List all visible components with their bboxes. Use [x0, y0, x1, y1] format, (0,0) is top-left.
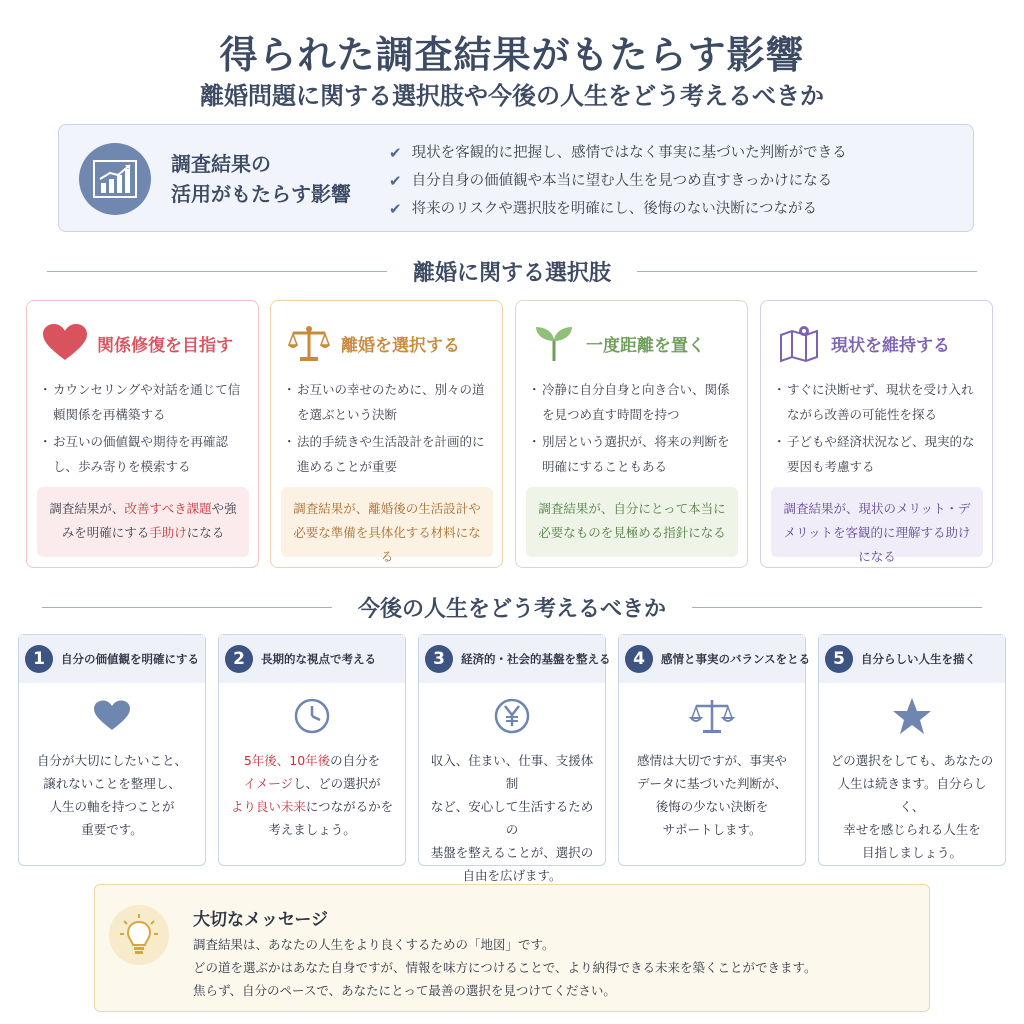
sprout-icon: [532, 323, 576, 363]
option-title: 一度距離を置く: [586, 335, 705, 356]
summary-points: [389, 139, 847, 223]
option-title: 関係修復を目指す: [97, 335, 233, 356]
options-section-heading: 離婚に関する選択肢: [0, 256, 1024, 287]
step-body: 収入、住まい、仕事、支援体制 など、安心して生活するための 基盤を整えることが、選択の 自由を広げます。: [430, 753, 594, 883]
map-icon: [777, 323, 821, 363]
check-icon: ✔: [389, 144, 402, 162]
lightbulb-icon: [109, 905, 169, 965]
step-card-3: [418, 634, 611, 883]
step-number: 1: [25, 645, 53, 673]
scales-icon: [287, 323, 331, 363]
divider: [692, 607, 982, 608]
growth-chart-icon: [79, 143, 151, 215]
option-card-distance: [515, 300, 748, 568]
message-body: 調査結果は、あなたの人生をより良くするための「地図」です。 どの道を選ぶかはあなた自身ですが、情報を味方につけることで、より納得できる未来を築くことができます。 焦らず、自分のペースで、あなたにとって最善の選択を見つけてください。: [193, 937, 817, 998]
option-note: 調査結果が、離婚後の生活設計や必要な準備を具体化する材料になる: [281, 487, 493, 557]
option-note: 調査結果が、自分にとって本当に必要なものを見極める指針になる: [526, 487, 738, 557]
step-number: 2: [225, 645, 253, 673]
option-bullet: ・ お互いの幸せのために、別々の道を選ぶという決断: [283, 377, 495, 427]
step-body: 感情は大切ですが、事実や データに基づいた判断が、 後悔の少ない決断を サポートします。: [636, 753, 787, 837]
step-number: 4: [625, 645, 653, 673]
future-section-heading: 今後の人生をどう考えるべきか: [0, 592, 1024, 623]
option-card-maintain: [760, 300, 993, 568]
option-card-repair: [26, 300, 259, 568]
option-bullet: ・ 法的手続きや生活設計を計画的に進めることが重要: [283, 429, 495, 479]
step-card-1: [18, 634, 206, 866]
step-body: どの選択をしても、あなたの 人生は続きます。自分らしく、 幸せを感じられる人生を 目指しましょう。: [830, 753, 994, 860]
option-bullet: ・ すぐに決断せず、現状を受け入れながら改善の可能性を探る: [773, 377, 985, 427]
step-card-4: [618, 634, 811, 866]
important-message-box: [94, 884, 930, 1012]
option-note: 調査結果が、現状のメリット・デメリットを客観的に理解する助けになる: [771, 487, 983, 557]
summary-heading: 調査結果の 活用がもたらす影響: [171, 152, 351, 206]
page-title: 得られた調査結果がもたらす影響: [219, 32, 805, 77]
step-card-2: [218, 634, 406, 866]
heart-icon: [43, 323, 87, 363]
check-icon: ✔: [389, 200, 402, 218]
option-card-divorce: [270, 300, 503, 568]
option-title: 離婚を選択する: [341, 335, 460, 356]
step-number: 3: [425, 645, 453, 673]
step-card-5: [818, 634, 1006, 866]
step-title: 感情と事実のバランスをとる: [661, 652, 811, 666]
option-bullet: ・ 冷静に自分自身と向き合い、関係を見つめ直す時間を持つ: [528, 377, 740, 427]
divider: [47, 271, 387, 272]
step-title: 長期的な視点で考える: [261, 652, 376, 666]
summary-point: ✔ 将来のリスクや選択肢を明確にし、後悔のない決断につながる: [389, 195, 847, 223]
option-title: 現状を維持する: [831, 335, 950, 356]
page-subtitle: 離婚問題に関する選択肢や今後の人生をどう考えるべきか: [200, 81, 824, 110]
divider: [42, 607, 332, 608]
option-bullet: ・ 子どもや経済状況など、現実的な要因も考慮する: [773, 429, 985, 479]
check-icon: ✔: [389, 172, 402, 190]
star-icon: [819, 687, 1005, 745]
step-title: 自分の価値観を明確にする: [61, 652, 199, 666]
clock-icon: [219, 687, 405, 745]
yen-icon: [419, 687, 605, 745]
option-bullet: ・ 別居という選択が、将来の判断を明確にすることもある: [528, 429, 740, 479]
option-bullet: ・ カウンセリングや対話を通じて信頼関係を再構築する: [39, 377, 251, 427]
scales-icon: [619, 687, 805, 745]
step-title: 自分らしい人生を描く: [861, 652, 976, 666]
message-title: 大切なメッセージ: [193, 910, 328, 930]
step-title: 経済的・社会的基盤を整える: [461, 652, 611, 666]
summary-point: ✔ 現状を客観的に把握し、感情ではなく事実に基づいた判断ができる: [389, 139, 847, 167]
divider: [637, 271, 977, 272]
summary-box: [58, 124, 974, 232]
heart-icon: [19, 687, 205, 745]
step-number: 5: [825, 645, 853, 673]
summary-point: ✔ 自分自身の価値観や本当に望む人生を見つめ直すきっかけになる: [389, 167, 847, 195]
step-body: 自分が大切にしたいこと、 譲れないことを整理し、 人生の軸を持つことが 重要です。: [36, 753, 187, 837]
option-bullet: ・ お互いの価値観や期待を再確認し、歩み寄りを模索する: [39, 429, 251, 479]
option-note: 調査結果が、改善すべき課題や強みを明確にする手助けになる: [37, 487, 249, 557]
step-body: 5年後、10年後の自分を イメージし、どの選択が より良い未来につながるかを 考えましょう。: [230, 753, 394, 837]
